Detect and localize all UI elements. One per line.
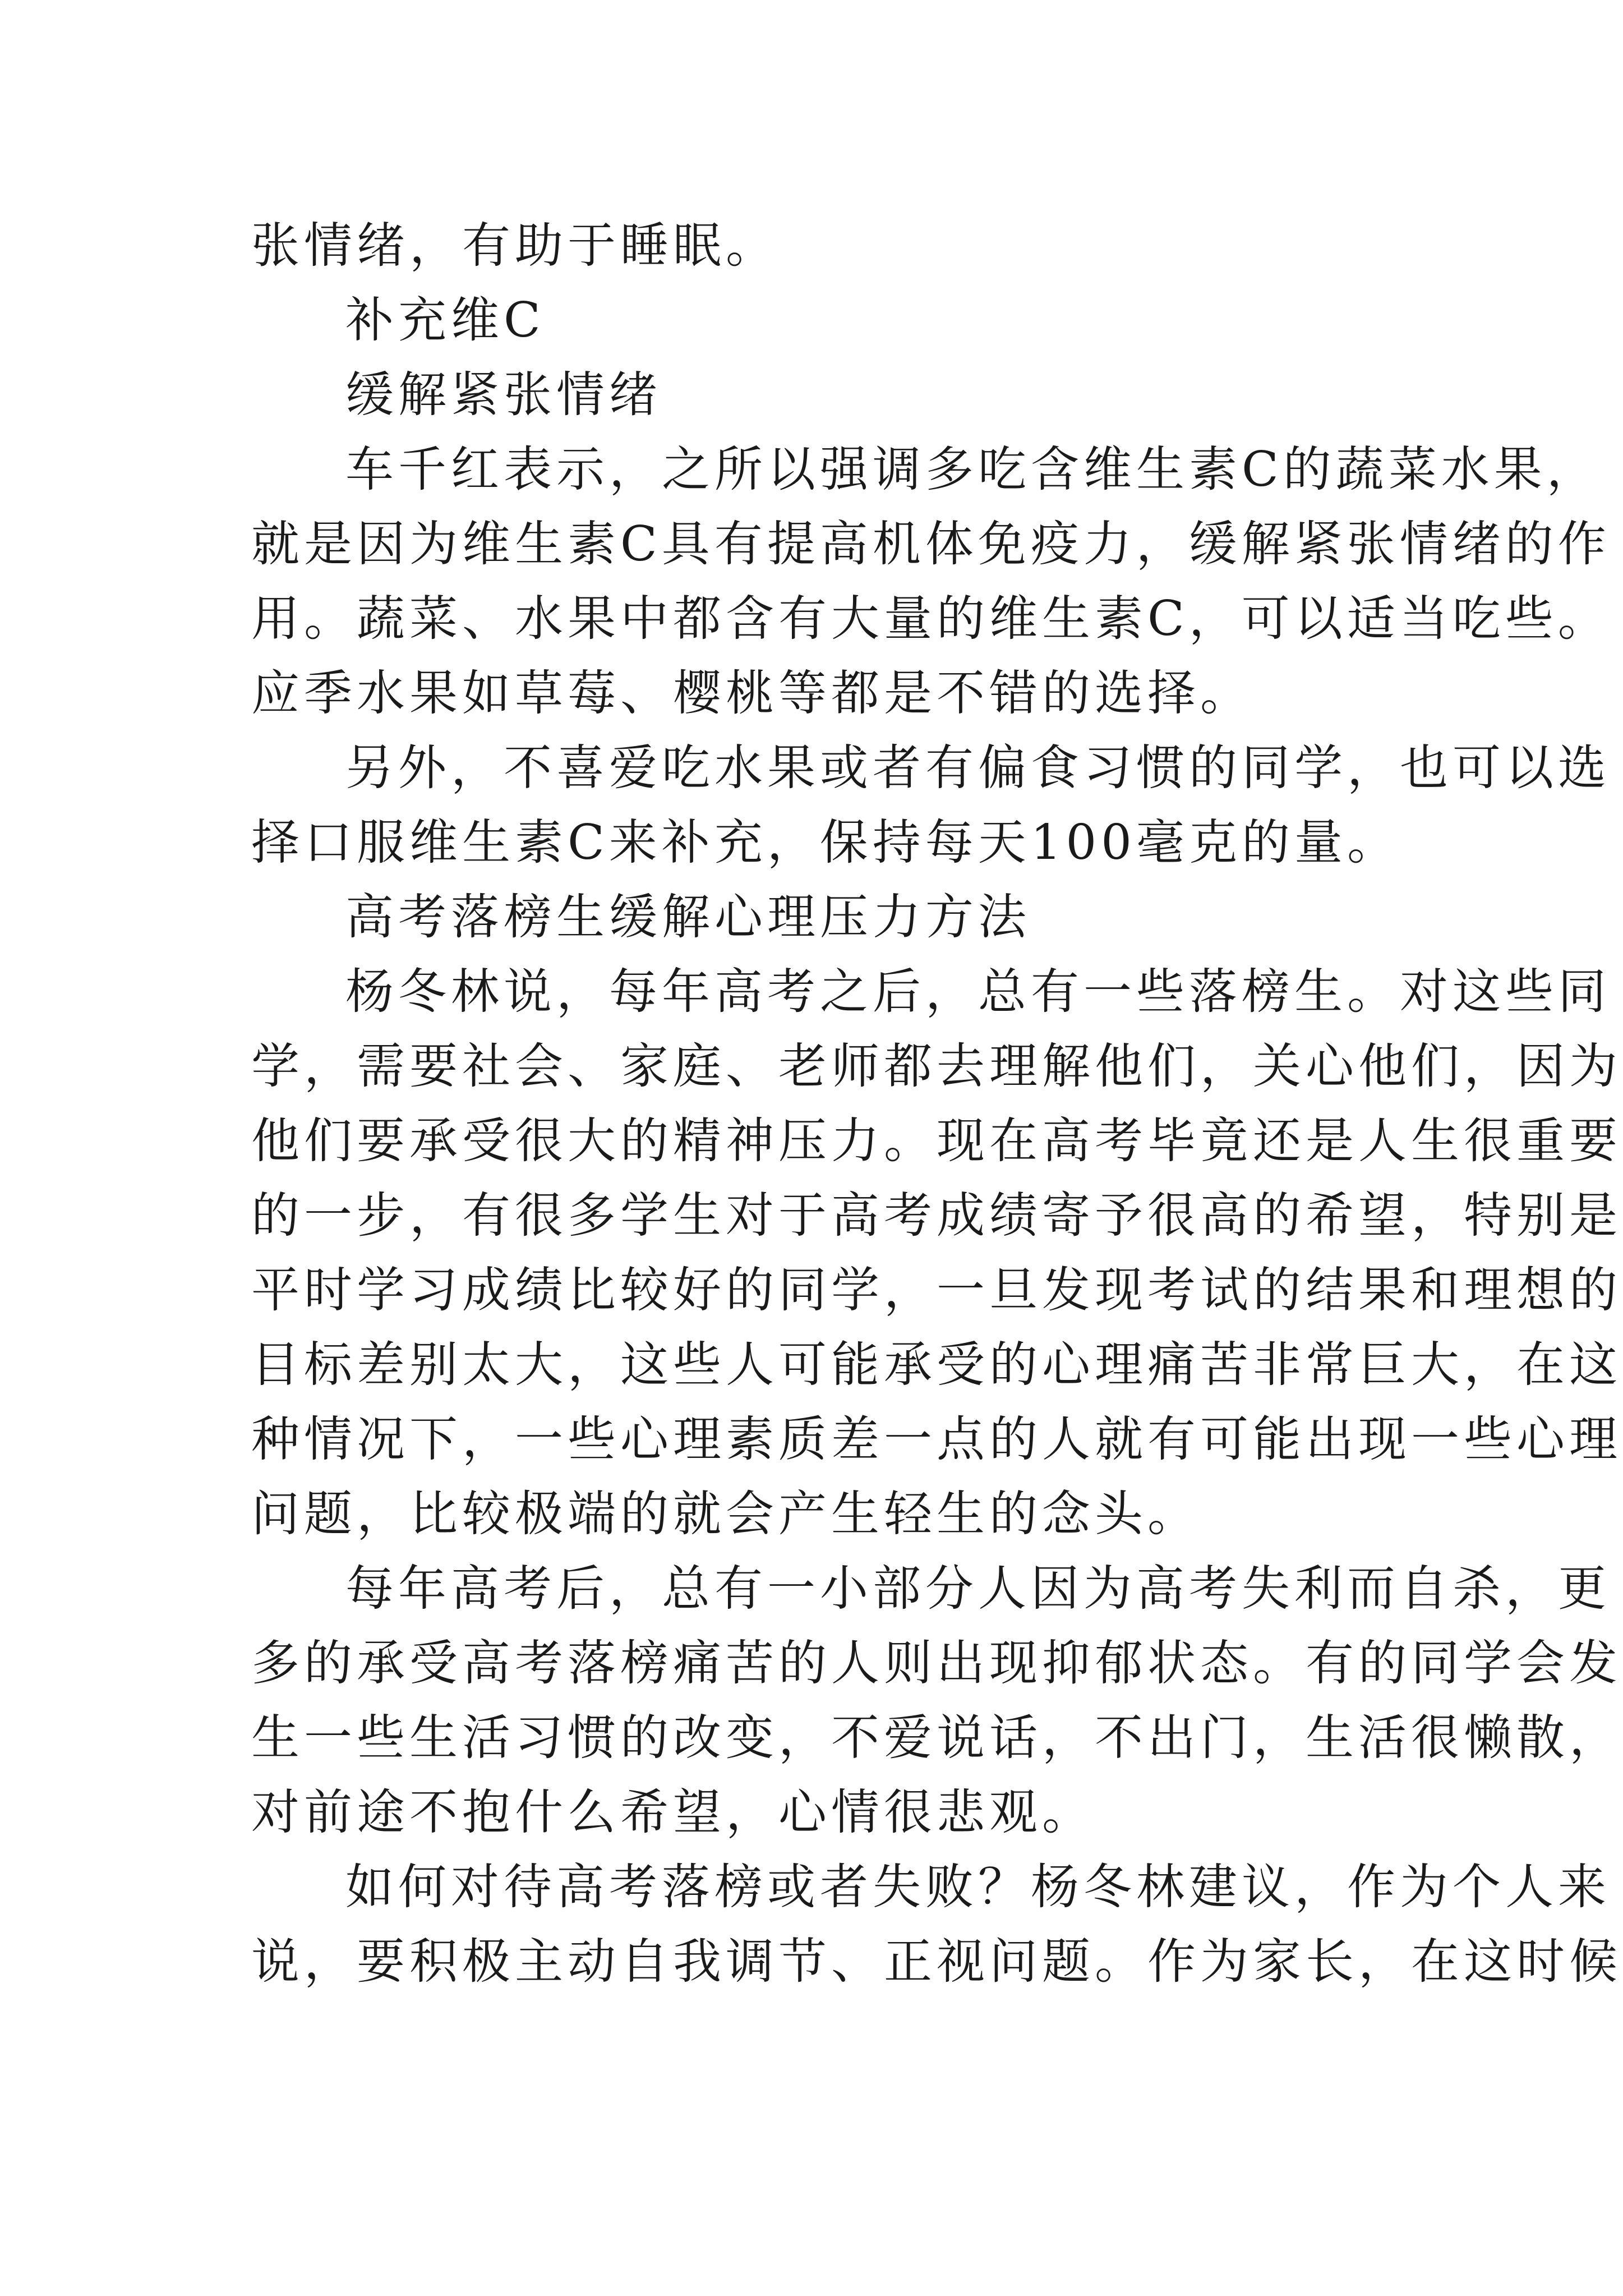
text-line: 杨冬林说，每年高考之后，总有一些落榜生。对这些同 (345, 964, 1611, 1020)
text-line: 平时学习成绩比较好的同学，一旦发现考试的结果和理想的 (251, 1262, 1622, 1318)
text-line: 多的承受高考落榜痛苦的人则出现抑郁状态。有的同学会发 (251, 1635, 1622, 1691)
text-line: 对前途不抱什么希望，心情很悲观。 (251, 1784, 1095, 1841)
text-line: 的一步，有很多学生对于高考成绩寄予很高的希望，特别是 (251, 1188, 1622, 1244)
article-body (251, 209, 1622, 1999)
text-line: 应季水果如草莓、樱桃等都是不错的选择。 (251, 665, 1253, 721)
text-line: 就是因为维生素C具有提高机体免疫力，缓解紧张情绪的作 (251, 516, 1611, 572)
text-line: 择口服维生素C来补充，保持每天100毫克的量。 (251, 815, 1400, 871)
text-line: 用。蔬菜、水果中都含有大量的维生素C，可以适当吃些。 (251, 591, 1611, 647)
section-heading: 高考落榜生缓解心理压力方法 (345, 889, 1031, 945)
text-line: 如何对待高考落榜或者失败？杨冬林建议，作为个人来 (345, 1859, 1611, 1915)
section-heading: 补充维C (345, 292, 545, 348)
text-line: 学，需要社会、家庭、老师都去理解他们，关心他们，因为 (251, 1038, 1622, 1094)
text-line: 他们要承受很大的精神压力。现在高考毕竟还是人生很重要 (251, 1113, 1622, 1169)
text-line: 说，要积极主动自我调节、正视问题。作为家长，在这时候 (251, 1934, 1622, 1990)
section-heading: 缓解紧张情绪 (345, 367, 662, 423)
text-line: 生一些生活习惯的改变，不爱说话，不出门，生活很懒散， (251, 1710, 1622, 1766)
text-line: 另外，不喜爱吃水果或者有偏食习惯的同学，也可以选 (345, 740, 1611, 796)
text-line: 种情况下，一些心理素质差一点的人就有可能出现一些心理 (251, 1411, 1622, 1467)
text-line: 张情绪，有助于睡眠。 (251, 218, 778, 274)
text-line: 每年高考后，总有一小部分人因为高考失利而自杀，更 (345, 1561, 1611, 1617)
text-line: 车千红表示，之所以强调多吃含维生素C的蔬菜水果， (345, 441, 1599, 498)
text-line: 问题，比较极端的就会产生轻生的念头。 (251, 1486, 1200, 1542)
text-line: 目标差别太大，这些人可能承受的心理痛苦非常巨大，在这 (251, 1337, 1622, 1393)
